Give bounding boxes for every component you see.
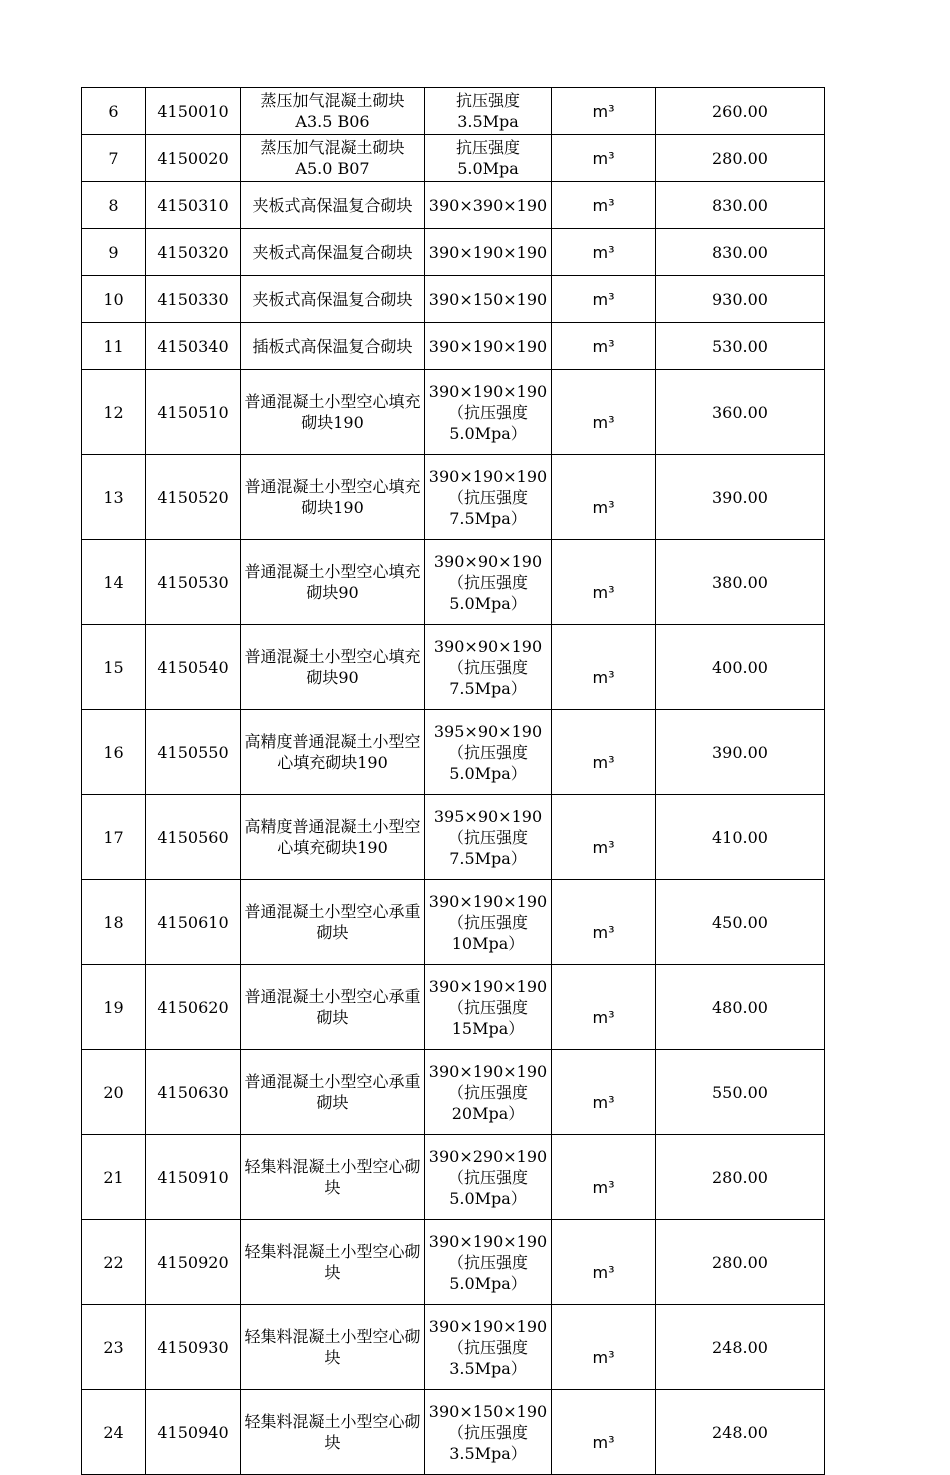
row-number-cell: 7 [82, 135, 146, 182]
table-row [82, 276, 825, 323]
row-number-cell: 19 [82, 965, 146, 1050]
item-unit-cell: m³ [552, 370, 656, 455]
item-unit-cell: m³ [552, 229, 656, 276]
item-code-cell: 4150620 [146, 965, 241, 1050]
item-name-cell: 高精度普通混凝土小型空心填充砌块190 [241, 795, 425, 880]
table-row [82, 1050, 825, 1135]
item-unit-cell: m³ [552, 625, 656, 710]
table-row [82, 540, 825, 625]
item-price-cell: 530.00 [656, 323, 825, 370]
item-price-cell: 480.00 [656, 965, 825, 1050]
item-name-cell: 轻集料混凝土小型空心砌块 [241, 1390, 425, 1475]
row-number-cell: 17 [82, 795, 146, 880]
item-price-cell: 280.00 [656, 135, 825, 182]
item-unit-cell: m³ [552, 135, 656, 182]
item-unit-cell: m³ [552, 455, 656, 540]
table-row [82, 135, 825, 182]
price-table [81, 87, 825, 1475]
item-spec-cell: 390×150×190（抗压强度3.5Mpa） [425, 1390, 552, 1475]
table-row [82, 455, 825, 540]
item-unit-cell: m³ [552, 1050, 656, 1135]
item-unit-cell: m³ [552, 1390, 656, 1475]
item-name-cell: 轻集料混凝土小型空心砌块 [241, 1220, 425, 1305]
item-code-cell: 4150530 [146, 540, 241, 625]
item-name-cell: 蒸压加气混凝土砌块A3.5 B06 [241, 88, 425, 135]
item-unit-cell: m³ [552, 88, 656, 135]
item-price-cell: 830.00 [656, 229, 825, 276]
item-code-cell: 4150920 [146, 1220, 241, 1305]
item-spec-cell: 395×90×190（抗压强度5.0Mpa） [425, 710, 552, 795]
item-code-cell: 4150520 [146, 455, 241, 540]
item-price-cell: 550.00 [656, 1050, 825, 1135]
item-unit-cell: m³ [552, 1305, 656, 1390]
item-code-cell: 4150310 [146, 182, 241, 229]
item-spec-cell: 390×90×190（抗压强度5.0Mpa） [425, 540, 552, 625]
item-unit-cell: m³ [552, 965, 656, 1050]
row-number-cell: 15 [82, 625, 146, 710]
item-spec-cell: 390×190×190（抗压强度5.0Mpa） [425, 370, 552, 455]
item-price-cell: 248.00 [656, 1305, 825, 1390]
item-name-cell: 夹板式高保温复合砌块 [241, 229, 425, 276]
item-spec-cell: 390×190×190（抗压强度20Mpa） [425, 1050, 552, 1135]
item-spec-cell: 390×90×190（抗压强度7.5Mpa） [425, 625, 552, 710]
row-number-cell: 8 [82, 182, 146, 229]
row-number-cell: 6 [82, 88, 146, 135]
item-code-cell: 4150010 [146, 88, 241, 135]
item-name-cell: 蒸压加气混凝土砌块A5.0 B07 [241, 135, 425, 182]
row-number-cell: 16 [82, 710, 146, 795]
item-price-cell: 450.00 [656, 880, 825, 965]
item-code-cell: 4150550 [146, 710, 241, 795]
row-number-cell: 22 [82, 1220, 146, 1305]
item-price-cell: 400.00 [656, 625, 825, 710]
table-row [82, 229, 825, 276]
item-code-cell: 4150020 [146, 135, 241, 182]
row-number-cell: 18 [82, 880, 146, 965]
item-spec-cell: 390×190×190 [425, 323, 552, 370]
item-name-cell: 普通混凝土小型空心承重砌块 [241, 965, 425, 1050]
table-row [82, 323, 825, 370]
item-spec-cell: 390×150×190 [425, 276, 552, 323]
table-row [82, 370, 825, 455]
item-price-cell: 410.00 [656, 795, 825, 880]
item-price-cell: 360.00 [656, 370, 825, 455]
table-row [82, 182, 825, 229]
item-unit-cell: m³ [552, 182, 656, 229]
item-unit-cell: m³ [552, 795, 656, 880]
row-number-cell: 23 [82, 1305, 146, 1390]
item-name-cell: 普通混凝土小型空心填充砌块190 [241, 370, 425, 455]
item-spec-cell: 390×190×190（抗压强度15Mpa） [425, 965, 552, 1050]
row-number-cell: 14 [82, 540, 146, 625]
item-name-cell: 夹板式高保温复合砌块 [241, 182, 425, 229]
row-number-cell: 9 [82, 229, 146, 276]
item-code-cell: 4150910 [146, 1135, 241, 1220]
item-code-cell: 4150940 [146, 1390, 241, 1475]
table-body [82, 88, 825, 1475]
item-name-cell: 高精度普通混凝土小型空心填充砌块190 [241, 710, 425, 795]
item-spec-cell: 390×190×190（抗压强度3.5Mpa） [425, 1305, 552, 1390]
row-number-cell: 10 [82, 276, 146, 323]
item-name-cell: 插板式高保温复合砌块 [241, 323, 425, 370]
item-code-cell: 4150510 [146, 370, 241, 455]
item-name-cell: 轻集料混凝土小型空心砌块 [241, 1135, 425, 1220]
item-spec-cell: 390×390×190 [425, 182, 552, 229]
table-row [82, 965, 825, 1050]
item-code-cell: 4150630 [146, 1050, 241, 1135]
row-number-cell: 12 [82, 370, 146, 455]
item-price-cell: 248.00 [656, 1390, 825, 1475]
item-price-cell: 930.00 [656, 276, 825, 323]
item-spec-cell: 390×190×190（抗压强度7.5Mpa） [425, 455, 552, 540]
item-price-cell: 260.00 [656, 88, 825, 135]
row-number-cell: 21 [82, 1135, 146, 1220]
item-spec-cell: 395×90×190（抗压强度7.5Mpa） [425, 795, 552, 880]
item-price-cell: 830.00 [656, 182, 825, 229]
item-spec-cell: 390×290×190（抗压强度5.0Mpa） [425, 1135, 552, 1220]
item-unit-cell: m³ [552, 710, 656, 795]
item-spec-cell: 抗压强度3.5Mpa [425, 88, 552, 135]
row-number-cell: 20 [82, 1050, 146, 1135]
item-unit-cell: m³ [552, 323, 656, 370]
item-code-cell: 4150560 [146, 795, 241, 880]
item-name-cell: 夹板式高保温复合砌块 [241, 276, 425, 323]
table-row [82, 795, 825, 880]
item-unit-cell: m³ [552, 880, 656, 965]
item-code-cell: 4150930 [146, 1305, 241, 1390]
item-name-cell: 普通混凝土小型空心承重砌块 [241, 1050, 425, 1135]
item-name-cell: 轻集料混凝土小型空心砌块 [241, 1305, 425, 1390]
item-unit-cell: m³ [552, 1135, 656, 1220]
item-price-cell: 390.00 [656, 455, 825, 540]
item-spec-cell: 抗压强度5.0Mpa [425, 135, 552, 182]
item-spec-cell: 390×190×190（抗压强度10Mpa） [425, 880, 552, 965]
item-price-cell: 380.00 [656, 540, 825, 625]
item-code-cell: 4150540 [146, 625, 241, 710]
item-unit-cell: m³ [552, 276, 656, 323]
item-price-cell: 280.00 [656, 1135, 825, 1220]
table-row [82, 88, 825, 135]
table-row [82, 710, 825, 795]
item-code-cell: 4150320 [146, 229, 241, 276]
row-number-cell: 24 [82, 1390, 146, 1475]
row-number-cell: 11 [82, 323, 146, 370]
item-name-cell: 普通混凝土小型空心填充砌块90 [241, 625, 425, 710]
table-row [82, 1305, 825, 1390]
item-name-cell: 普通混凝土小型空心填充砌块190 [241, 455, 425, 540]
item-code-cell: 4150610 [146, 880, 241, 965]
table-row [82, 1220, 825, 1305]
table-row [82, 625, 825, 710]
item-spec-cell: 390×190×190（抗压强度5.0Mpa） [425, 1220, 552, 1305]
item-unit-cell: m³ [552, 540, 656, 625]
table-row [82, 1135, 825, 1220]
item-code-cell: 4150330 [146, 276, 241, 323]
item-code-cell: 4150340 [146, 323, 241, 370]
item-spec-cell: 390×190×190 [425, 229, 552, 276]
row-number-cell: 13 [82, 455, 146, 540]
item-price-cell: 390.00 [656, 710, 825, 795]
item-price-cell: 280.00 [656, 1220, 825, 1305]
table-row [82, 880, 825, 965]
table-row [82, 1390, 825, 1475]
item-name-cell: 普通混凝土小型空心填充砌块90 [241, 540, 425, 625]
item-unit-cell: m³ [552, 1220, 656, 1305]
item-name-cell: 普通混凝土小型空心承重砌块 [241, 880, 425, 965]
